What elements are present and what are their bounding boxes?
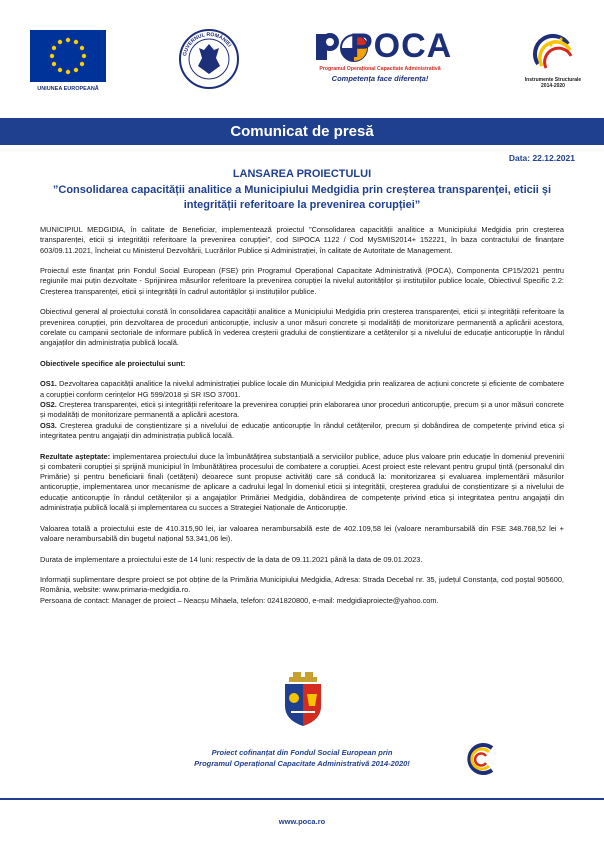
eu-caption: UNIUNEA EUROPEANĂ: [37, 86, 99, 92]
banner-title: Comunicat de presă: [230, 123, 374, 140]
government-seal-logo: [178, 28, 240, 90]
paragraph-value: Valoarea totală a proiectului este de 410.315,90 lei, iar valoarea nerambursabilă este de 402.109,58 lei (valoare nerambursabilă din FSE 348.768,52 lei + valoare nerambursabilă din bugetul național 53.341,06 lei).: [40, 523, 564, 543]
poca-tagline-1: Programul Operațional Capacitate Administrativă: [319, 66, 441, 72]
paragraph-results: Rezultate așteptate: implementarea proiectului duce la îmbunătățirea substanțială a serviciilor publice, aduce plus valoare prin educație în domeniul prevenirii și combaterii corupției și sprijină municipiul în îmbunătățirea procesului de combatere a corupției. Acest proiect este relevant pentru grupul țintă (personalul din Primărie) și pentru beneficiarii finali (cetățeni) deoarece sunt propuse activități care să conducă la: monitorizarea și evaluarea implementării măsurilor anticorupție, implementarea unor mecanisme de aplicare a cadrului legal în domeniul eticii și integrității, creșterea gradului de conștientizare și a nivelului de educație anticorupție în rândul cetățenilor și a angajaților Primăriei Medgidia, dobândirea de competențe privind etica și integritatea pentru angajații din administrația publică locală și implementarea cu succes a Strategiei Naționale de Anticorupție.: [40, 451, 564, 513]
release-date: Data: 22.12.2021: [508, 153, 575, 163]
paragraph-funding: Proiectul este finanțat prin Fondul Social European (FSE) prin Programul Operațional Capacitate Administrativă (POCA), Componenta CP15/2021 pentru regiunile mai puțin dezvoltate - Sprijinirea măsurilor referitoare la prevenirea corupției la nivelul autorităților și instituțiilor publice locale, Obiectivul Specific 2.2: Creșterea transparenței, eticii și integrității în cadrul autorităților și instituțiilor publice.: [40, 266, 564, 296]
objective-os3: OS3. Creșterea gradului de conștientizare și a nivelului de educație anticorupție în rândul cetățenilor, precum și dobândirea de competențe privind etica și integritatea pentru angajații din administrația publică locală.: [40, 420, 564, 440]
cofinancing-footer: [0, 747, 604, 769]
poca-tagline-2: Competența face diferența!: [331, 74, 429, 83]
objective-os2: OS2. Creșterea transparenței, eticii și integrității referitoare la prevenirea corupției prin elaborarea unor proceduri anticorupție, precum și a unor măsuri concrete și modalități de monitorizare permanentă a aplicării acestora.: [40, 400, 564, 420]
medgidia-coat-of-arms: [283, 672, 323, 726]
article-body: [40, 225, 564, 616]
objective-os1: OS1. Dezvoltarea capacității analitice la nivelul administrației publice locale din Municipiul Medgidia prin realizarea de acțiuni concrete și eficiente de combatere a corupției conform cerințelor HG 599/2018 și SR ISO 37001.: [40, 379, 564, 399]
footer-poca-swirl-icon: [462, 738, 498, 780]
structural-instruments-caption-2: 2014-2020: [541, 83, 565, 89]
paragraph-info: Informații suplimentare despre proiect se pot obține de la Primăria Municipiului Medgidia, Adresa: Strada Decebal nr. 35, județul Constanța, cod poștal 905600, România, website: www.primaria-medgidia.ro.: [40, 575, 564, 595]
paragraph-contact: Persoana de contact: Manager de proiect – Neacșu Mihaela, telefon: 0241820800, e-mail: medgidiaproiecte@yahoo.com.: [40, 595, 439, 605]
footer-line-2: Programul Operațional Capacitate Administrativă 2014-2020!: [194, 759, 410, 768]
seal-ring-text: GUVERNUL ROMÂNIEI: [182, 31, 233, 57]
project-title: ”Consolidarea capacității analitice a Municipiului Medgidia prin creșterea transparenței, eticii și integrității referitoare la prevenirea corupției”: [52, 184, 552, 211]
structural-instruments-caption-1: Instrumente Structurale: [524, 77, 582, 83]
paragraph-beneficiary: MUNICIPIUL MEDGIDIA, în calitate de Beneficiar, implementează proiectul ”Consolidarea capacității analitice a Municipiului Medgidia prin creșterea transparenței, eticii și integrității referitoare la prevenirea corupției”, cod SIPOCA 1122 / Cod MySMIS2014+ 152221, în baza contractului de finanțare 603/09.11.2021, încheiat cu Ministerul Dezvoltării, Lucrărilor Publice și Administrației, în calitate de Autoritate de Management.: [40, 225, 564, 255]
paragraph-general-objective: Obiectivul general al proiectului constă în consolidarea capacității analitice a Municipiului Medgidia prin creșterea transparenței, eticii și integrității referitoare la prevenirea corupției, prin dezvoltarea de proceduri anticorupție, inclusiv a unor măsuri concrete și modalități de monitorizare permanentă a aplicării acestora, corelate cu campanii sectoriale de informare publică în vederea creșterii gradului de conștientizare a cetățenilor și a nivelului de educație anticorupție în rândul angajaților din administrația publică locală.: [40, 307, 564, 348]
heading-launch: LANSAREA PROIECTULUI: [232, 168, 372, 180]
footer-line-1: Proiect cofinanțat din Fondul Social European prin: [211, 748, 393, 757]
press-release-banner: [0, 118, 604, 145]
structural-instruments-logo: [528, 30, 578, 74]
poca-website-link[interactable]: www.poca.ro: [278, 817, 326, 826]
footer-divider: [0, 798, 604, 800]
eu-flag-logo: [30, 30, 106, 82]
objectives-heading: Obiectivele specifice ale proiectului sunt:: [40, 358, 186, 368]
poca-brand-text: POCA: [350, 27, 453, 65]
paragraph-duration: Durata de implementare a proiectului este de 14 luni: respectiv de la data de 09.11.2021 până la data de 09.01.2023.: [40, 554, 423, 564]
